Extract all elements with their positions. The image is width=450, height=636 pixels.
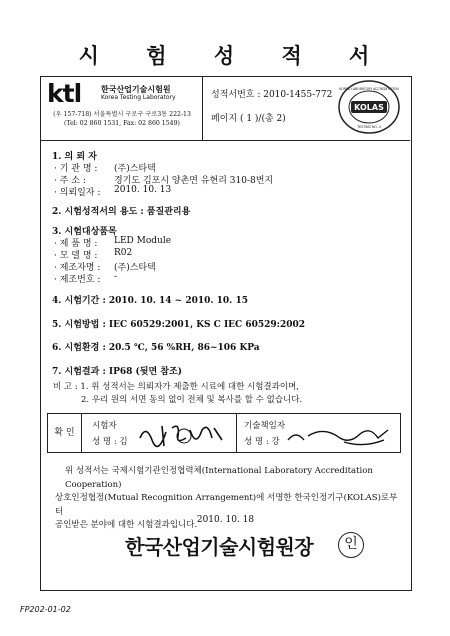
remarks: [53, 381, 302, 407]
confirm-divider: [236, 414, 237, 452]
header: [41, 77, 410, 141]
document-title: 시 험 성 적 서: [78, 43, 390, 68]
field-value: LED Module: [114, 236, 172, 246]
field-value: 2010. 10. 13: [114, 185, 172, 195]
confirmation-box: [47, 413, 401, 453]
director-title: 한국산업기술시험원장: [125, 535, 314, 559]
field-label: · 제조자명 :: [54, 263, 101, 273]
ktl-logo: ktl: [47, 79, 82, 108]
statement-line-1: 위 성적서는 국제시험기관인정협력체(International Laboratory Accreditation Cooperation): [65, 466, 373, 490]
seal-logo-text: KOLAS: [354, 103, 384, 112]
contact-line: (Tel: 02 860 1531, Fax: 02 860 1549): [64, 120, 180, 127]
section-5-test-method: 5. 시험방법 : IEC 60529:2001, KS C IEC 60529:2002: [52, 320, 306, 330]
org-name-ko: 한국산업기술시험원: [101, 85, 171, 94]
director-seal: 인: [338, 532, 364, 558]
tester-title: 시험자: [92, 421, 117, 431]
field-label: · 제조번호 :: [54, 275, 101, 285]
statement-line-2: 상호인정협정(Mutual Recognition Arrangement)에 서명한 한국인정기구(KOLAS)로부터: [55, 493, 398, 517]
field-label: · 모 델 명 :: [54, 251, 98, 261]
certificate-frame: [40, 76, 412, 591]
remark-line-1: 비 고 : 1. 위 성적서는 의뢰자가 제출한 시료에 대한 시험결과이며,: [53, 382, 299, 392]
approver-signature-icon: [284, 422, 394, 450]
confirm-label: 확 인: [48, 414, 82, 452]
section-1-title: 1. 의 뢰 자: [52, 152, 97, 162]
issuer-address: [41, 110, 203, 128]
section-2-title: 2. 시험성적서의 용도 : 품질관리용: [52, 207, 191, 217]
form-code: FP202-01-02: [20, 605, 71, 614]
seal-top-text: KOREA LABORATORY ACCREDITATION: [339, 87, 399, 91]
approver-name: 성 명 : 강: [244, 437, 280, 447]
field-label: · 의뢰일자 :: [54, 188, 101, 198]
address-line: (우 157-718) 서울특별시 구로구 구로3동 222-13: [53, 111, 191, 118]
approver-title: 기술책임자: [244, 421, 286, 431]
tester-signature-icon: [136, 418, 228, 450]
statement-line-3: 공인받은 분야에 대한 시험결과입니다.: [55, 520, 198, 530]
section-7-test-result: 7. 시험결과 : IP68 (뒷면 참조): [52, 367, 182, 377]
field-value: R02: [114, 248, 133, 258]
field-label: · 주 소 :: [54, 176, 86, 186]
remark-line-2: 2. 우리 원의 서면 동의 없이 전체 및 복사를 할 수 없습니다.: [81, 395, 303, 405]
field-label: · 제 품 명 :: [54, 239, 98, 249]
report-number: 성적서번호 : 2010-1455-772: [211, 90, 333, 100]
field-label: · 기 관 명 :: [54, 164, 98, 174]
section-6-test-environment: 6. 시험환경 : 20.5 ℃, 56 %RH, 86~106 KPa: [52, 343, 260, 353]
field-value: (주)스타텍: [114, 263, 156, 273]
field-value: 경기도 김포시 양촌면 유현리 310-8번지: [114, 176, 274, 186]
tester-name: 성 명 : 김: [92, 437, 128, 447]
kolas-seal-icon: [337, 79, 401, 135]
page-number: 페이지 ( 1 )/(총 2): [211, 114, 286, 124]
section-4-test-period: 4. 시험기간 : 2010. 10. 14 ~ 2010. 10. 15: [52, 296, 248, 306]
field-value: (주)스타텍: [114, 164, 156, 174]
seal-bottom-text: TESTING NO. 4: [357, 125, 381, 129]
issuer-block: [41, 77, 203, 141]
org-name-en: Korea Testing Laboratory: [101, 94, 176, 101]
field-value: -: [114, 272, 118, 282]
issue-date: 2010. 10. 18: [196, 515, 255, 525]
section-3-title: 3. 시험대상품목: [52, 227, 117, 237]
